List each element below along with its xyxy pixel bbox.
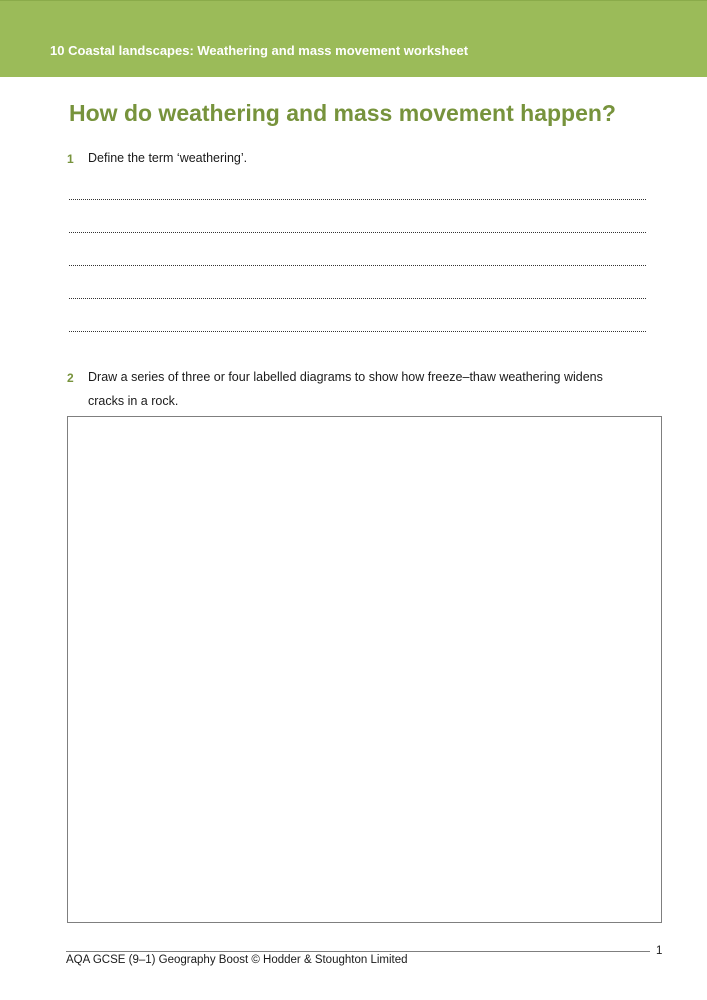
answer-line[interactable]: [69, 331, 646, 332]
page-title: How do weathering and mass movement happen?: [69, 100, 616, 126]
page-number: 1: [656, 945, 663, 957]
diagram-drawing-box[interactable]: [67, 416, 662, 923]
question-1-number: 1: [67, 152, 74, 166]
worksheet-header-title: 10 Coastal landscapes: Weathering and mass movement worksheet: [50, 43, 469, 58]
question-2-text-line-1: Draw a series of three or four labelled diagrams to show how freeze–thaw weathering widens: [88, 370, 603, 384]
header-band: [0, 0, 707, 77]
question-1-text: Define the term ‘weathering’.: [88, 151, 248, 165]
answer-line[interactable]: [69, 232, 646, 233]
question-2-text-line-2: cracks in a rock.: [88, 394, 179, 408]
footer-copyright: AQA GCSE (9–1) Geography Boost © Hodder & Stoughton Limited: [66, 954, 408, 966]
question-2-number: 2: [67, 371, 74, 385]
answer-line[interactable]: [69, 265, 646, 266]
answer-line[interactable]: [69, 199, 646, 200]
answer-line[interactable]: [69, 298, 646, 299]
footer-divider: [66, 951, 650, 952]
